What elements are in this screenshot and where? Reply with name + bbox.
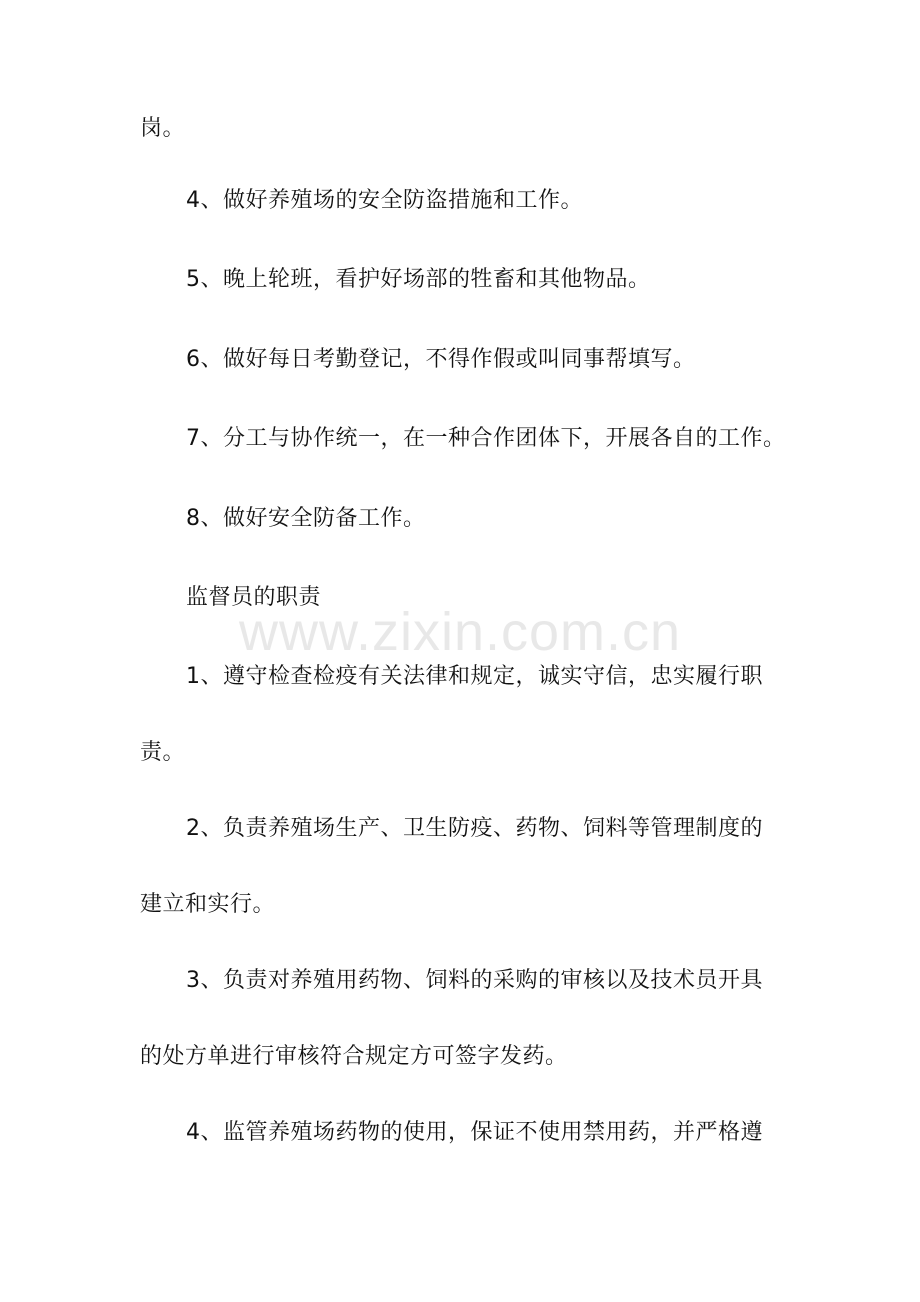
text-line: 岗。: [140, 116, 186, 141]
text-line: 8、做好安全防备工作。: [186, 506, 426, 531]
text-line: 责。: [140, 740, 186, 765]
text-line: 4、做好养殖场的安全防盗措施和工作。: [186, 188, 583, 213]
section-heading: 监督员的职责: [186, 585, 322, 610]
text-line: 5、晚上轮班，看护好场部的牲畜和其他物品。: [186, 267, 651, 292]
text-line: 3、负责对养殖用药物、饲料的采购的审核以及技术员开具: [186, 968, 763, 993]
text-line: 1、遵守检查检疫有关法律和规定，诚实守信，忠实履行职: [186, 664, 763, 689]
text-line: 2、负责养殖场生产、卫生防疫、药物、饲料等管理制度的: [186, 816, 763, 841]
text-line: 建立和实行。: [140, 892, 276, 917]
text-line: 7、分工与协作统一，在一种合作团体下，开展各自的工作。: [186, 426, 786, 451]
watermark: www.zixin.com.cn: [238, 602, 682, 662]
text-line: 的处方单进行审核符合规定方可签字发药。: [140, 1044, 568, 1069]
text-line: 4、监管养殖场药物的使用，保证不使用禁用药，并严格遵: [186, 1120, 763, 1145]
text-line: 6、做好每日考勤登记，不得作假或叫同事帮填写。: [186, 347, 696, 372]
